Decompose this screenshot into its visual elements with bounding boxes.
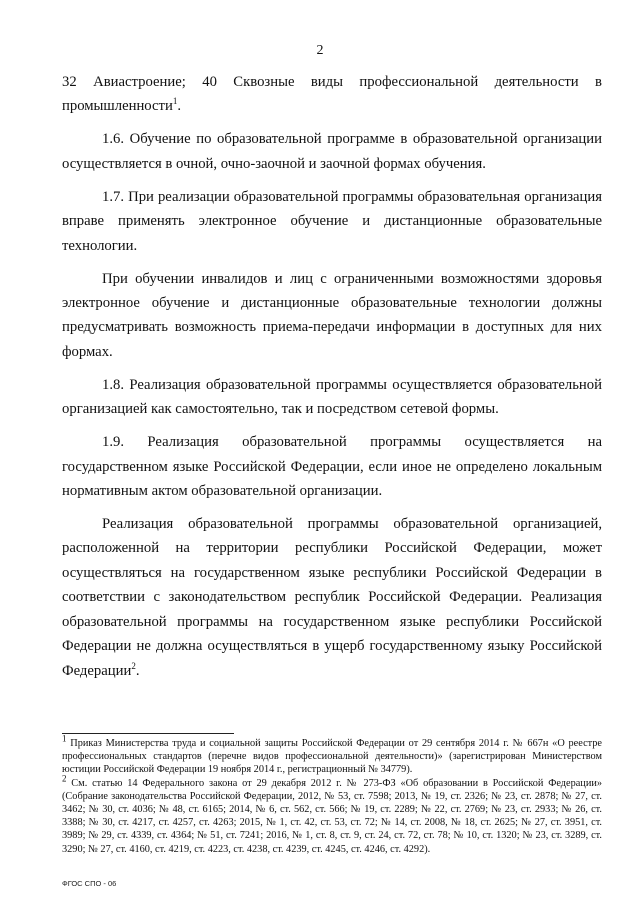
paragraph-1-8: 1.8. Реализация образовательной программы осуществляется образовательной организацией как самостоятельно, так и посредством сетевой формы. <box>62 376 602 418</box>
paragraph-1-9: 1.9. Реализация образовательной программы осуществляется на государственном языке Российской Федерации, если иное не определено локальным нормативным актом образовательной организации. <box>62 434 602 500</box>
paragraph-republic-language: Реализация образовательной программы образовательной организацией, расположенной на территории республики Российской Федерации, может осуществляться на государственном языке республики Российской Федерации в соответствии с законодательством республик Российской Федерации. Реализация образовательной программы на государственном языке республики Российской Федерации не должна осуществляться в ущерб государственному языку Российской Федерации$^2$. <box>62 516 602 679</box>
footnotes <box>62 733 602 856</box>
paragraph-1-6: 1.6. Обучение по образовательной программе в образовательной организации осуществляется в очной, очно-заочной и заочной формах обучения. <box>62 131 602 172</box>
footer-code: ФГОС СПО - 06 <box>62 879 117 888</box>
footnote-divider <box>62 733 234 734</box>
paragraph-disabled-learners: При обучении инвалидов и лиц с ограниченными возможностями здоровья электронное обучение и дистанционные образовательные технологии должны предусматривать возможность приема-передачи информации в доступных для них формах. <box>62 270 602 360</box>
footnote-1: $^1$ Приказ Министерства труда и социальной защиты Российской Федерации от 29 сентября 2014 г. № 667н «О реестре профессиональных стандартов (перечне видов профессиональной деятельности)» (зарегистрирован Министерством юстиции Российской Федерации 19 ноября 2014 г., регистрационный № 34779). <box>62 733 602 776</box>
footnote-ref-2: 2 <box>131 660 136 671</box>
footnote-2: $^2$ См. статью 14 Федерального закона от 29 декабря 2012 г. № 273-ФЗ «Об образовании в Российской Федерации» (Собрание законодательства Российской Федерации, 2012, № 53, ст. 7598; 2013, № 19, ст. 2326; № 23, ст. 2878; № 27, ст. 3462; № 30, ст. 4036; № 48, ст. 6165; 2014, № 6, ст. 562, ст. 566; № 19, ст. 2289; № 22, ст. 2769; № 23, ст. 2933; № 26, ст. 3388; № 30, ст. 4217, ст. 4257, ст. 4263; 2015, № 1, ст. 42, ст. 53, ст. 72; № 14, ст. 2008, № 18, ст. 2625; № 27, ст. 3951, ст. 3989; № 29, ст. 4339, ст. 4364; № 51, ст. 7241; 2016, № 1, ст. 8, ст. 9, ст. 24, ст. 72, ст. 78; № 10, ст. 1320; № 23, ст. 3289, ст. 3290; № 27, ст. 4160, ст. 4219, ст. 4223, ст. 4238, ст. 4239, ст. 4245, ст. 4246, ст. 4292). <box>62 773 602 855</box>
paragraph-1-7: 1.7. При реализации образовательной программы образовательная организация вправе применять электронное обучение и дистанционные образовательные технологии. <box>62 188 602 254</box>
footnote-ref-1: 1 <box>172 96 178 107</box>
page-number: 2 <box>316 43 324 58</box>
body-text <box>62 70 602 692</box>
paragraph-occupations: 32 Авиастроение; 40 Сквозные виды профессиональной деятельности в промышленности$^1$. <box>62 74 602 115</box>
